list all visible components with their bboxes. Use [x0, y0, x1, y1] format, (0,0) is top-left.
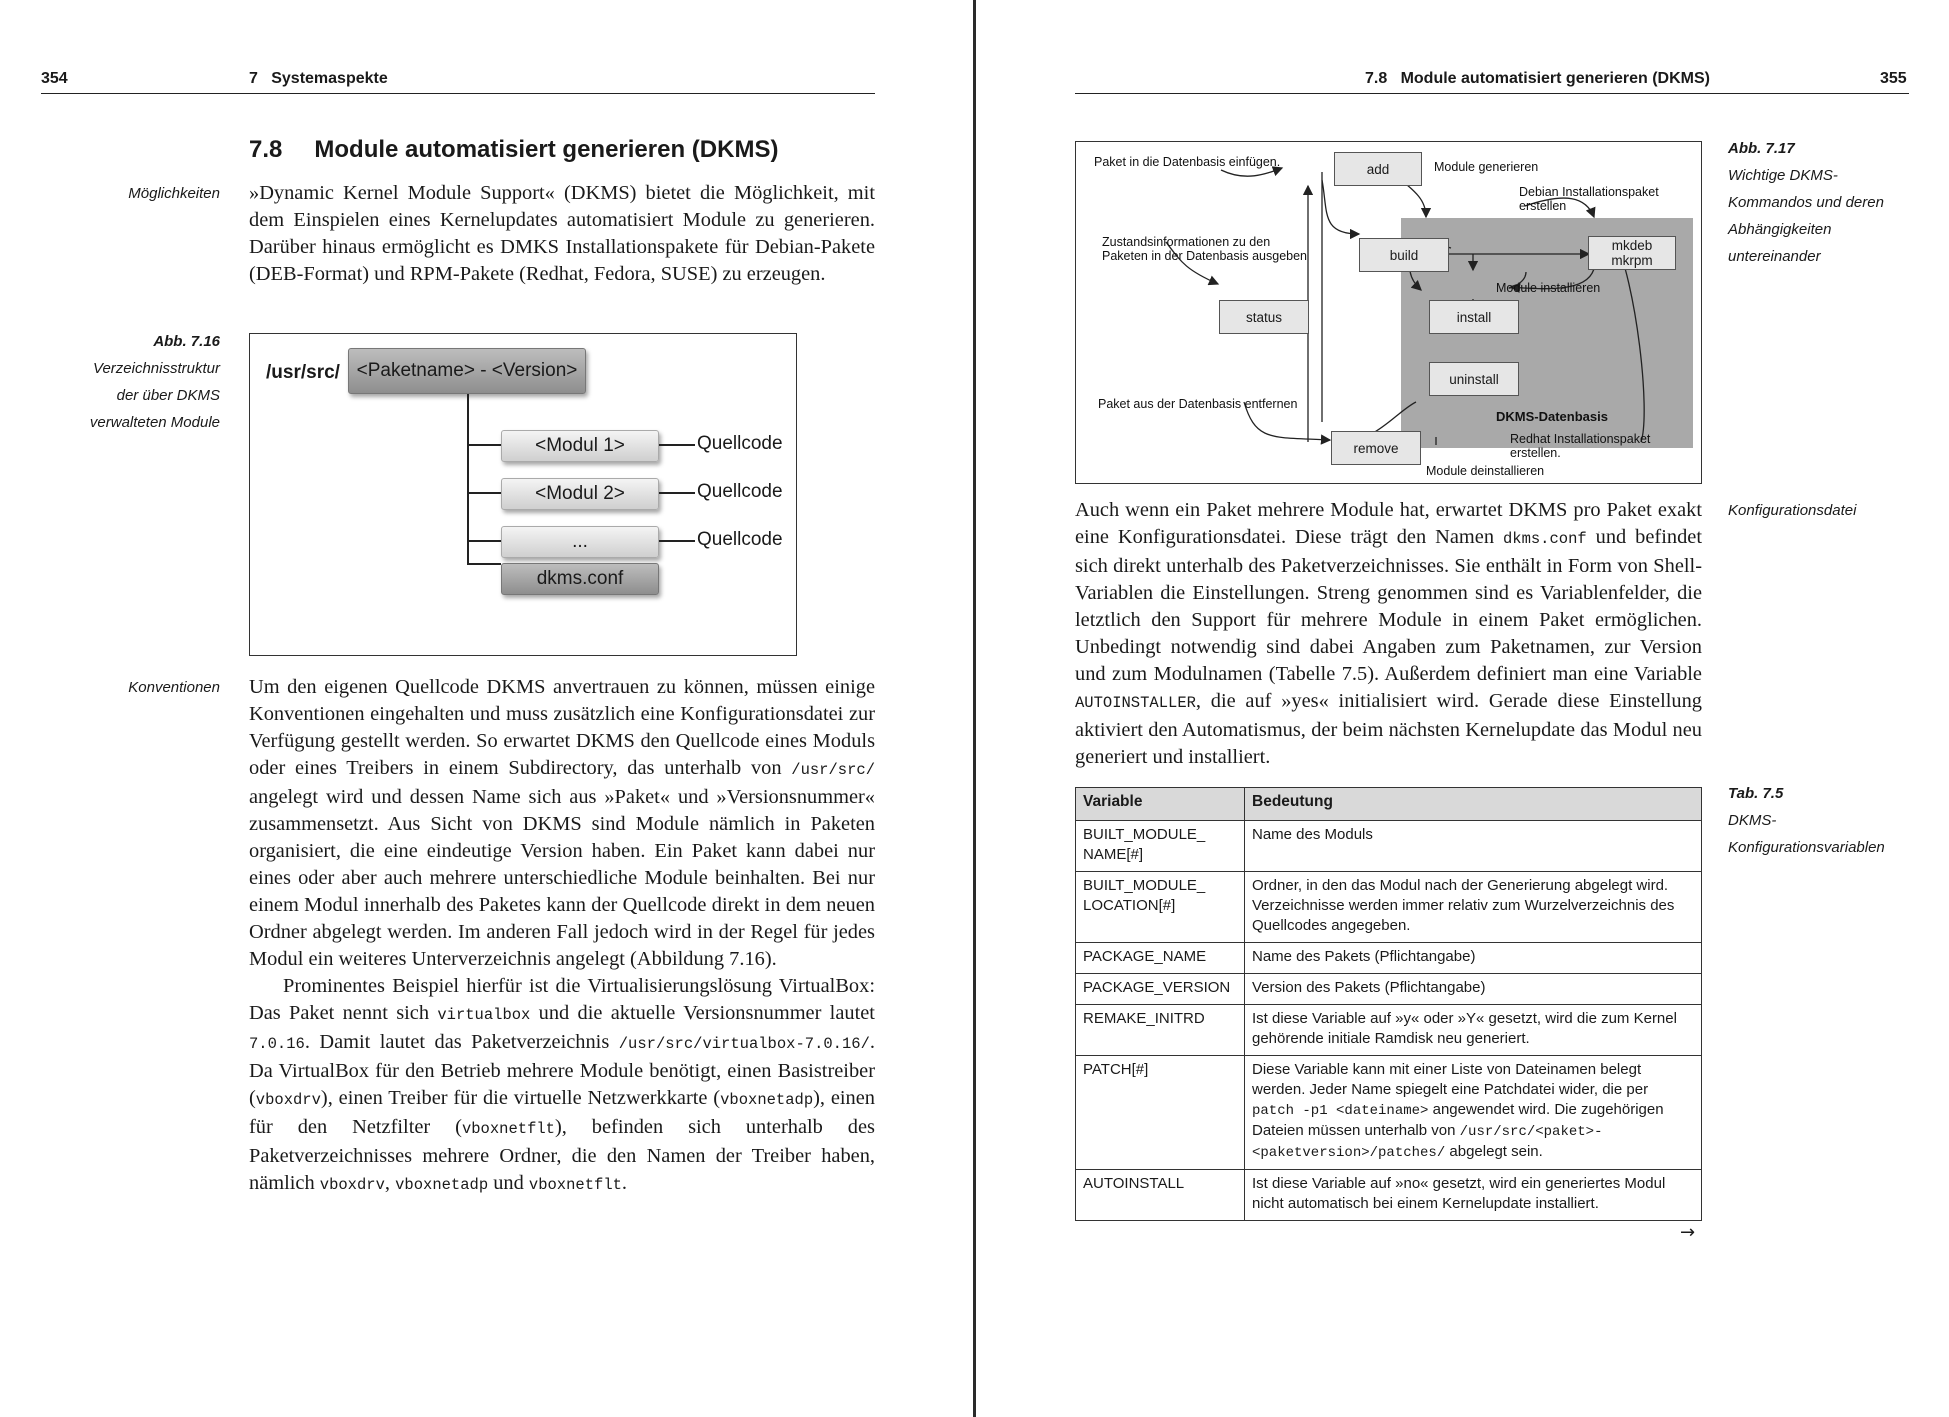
figure-label: Abb. 7.16: [153, 333, 220, 350]
annotation-redhat: Redhat Installationspaket erstellen.: [1510, 432, 1651, 460]
annotation-install: Module installieren: [1496, 281, 1601, 295]
annotation-remove: Paket aus der Datenbasis entfernen: [1098, 397, 1298, 411]
continue-arrow-icon: →: [1680, 1222, 1696, 1243]
margin-note-moeglichkeiten: Möglichkeiten: [128, 185, 220, 202]
page-number-right: 355: [1880, 70, 1907, 87]
annotation-status: Zustandsinformationen zu den Paketen in der Datenbasis ausgeben: [1102, 235, 1308, 263]
dkms-variables-table: [1075, 787, 1702, 1221]
paragraph-intro: [249, 180, 875, 288]
description-cell: Diese Variable kann mit einer Liste von Dateinamen belegt werden. Jeder Name spiegelt eine Patchdatei wider, die per patch -p1 <dateiname> angewendet wird. Die zugehörigen Dateien müssen unterhalb von /usr/src/<paket>-<paketversion>/patches/ abgelegt sein.: [1245, 1056, 1702, 1170]
paragraph-conventions: Um den eigenen Quellcode DKMS anvertrauen zu können, müssen einige Konventionen eingehalten und muss zusätzlich eine Konfigurationsdatei zur Verfügung gestellt werden. So erwartet DKMS den Quellcode eines Moduls oder eines Treibers in einem Subdirectory, das unterhalb von /usr/src/ angelegt wird und dessen Name sich aus »Paket« und »Versionsnummer« zusammensetzt. Aus Sicht von DKMS sind Module nämlich in Paketen organisiert, die eine eindeutige Version haben. Ein Paket kann dabei nur eines oder aber auch mehrere unterschiedliche Module beinhalten. Bei nur einem Modul innerhalb des Paketes kann der Quellcode direkt in dem neuen Ordner abgelegt werden. Im anderen Fall jedoch wird in der Regel für jedes Modul ein weiteres Unterverzeichnis angelegt (Abbildung 7.16).: [249, 676, 875, 970]
status-command: status: [1219, 300, 1309, 334]
section-heading: [249, 136, 889, 164]
tree-branch-line: [467, 492, 501, 494]
annotation-debian: Debian Installationspaket erstellen: [1519, 185, 1659, 213]
source-connector: [659, 444, 695, 446]
page-number: 354: [41, 70, 68, 87]
margin-note-konfigurationsdatei: Konfigurationsdatei: [1728, 502, 1857, 519]
figure-caption-7-16: [40, 328, 220, 436]
figure-caption-text: Verzeichnisstruktur der über DKMS verwalteten Module: [89, 360, 220, 431]
tree-branch-line: [467, 540, 501, 542]
dkms-database-label: DKMS-Datenbasis: [1496, 409, 1608, 424]
table-label: Tab. 7.5: [1728, 785, 1784, 802]
module-folder-2: <Modul 2>: [501, 478, 659, 510]
module-folder-1: <Modul 1>: [501, 430, 659, 462]
variable-cell: PACKAGE_VERSION: [1076, 974, 1245, 1005]
tree-branch-line: [467, 444, 501, 446]
package-folder: <Paketname> - <Version>: [348, 348, 586, 394]
variable-cell: PACKAGE_NAME: [1076, 943, 1245, 974]
annotation-add: Paket in die Datenbasis einfügen.: [1094, 155, 1281, 169]
source-label: Quellcode: [697, 529, 783, 550]
table-row: [1076, 872, 1702, 943]
description-cell: Version des Pakets (Pflichtangabe): [1245, 974, 1702, 1005]
description-cell: Ist diese Variable auf »y« oder »Y« gesetzt, wird die zum Kernel gehörende initiale Ramdisk neu generiert.: [1245, 1005, 1702, 1056]
table-caption-7-5: [1728, 780, 1903, 861]
source-connector: [659, 492, 695, 494]
table-row: [1076, 821, 1702, 872]
section-title: Module automatisiert generieren (DKMS): [314, 136, 779, 163]
paragraph-config: Auch wenn ein Paket mehrere Module hat, erwartet DKMS pro Paket exakt eine Konfigurationsdatei. Diese trägt den Namen dkms.conf und befindet sich direkt unterhalb des Paketverzeichnisses. Sie enthält in Form von Shell-Variablen die Einstellungen. Streng genommen sind es Variablenfelder, die letztlich den Support für mehrere Module in einem Paket ermöglichen. Unbedingt notwendig sind dabei Angaben zum Paketnamen, zur Version und zum Modulnamen (Tabelle 7.5). Außerdem definiert man eine Variable AUTOINSTALLER, die auf »yes« initialisiert wird. Gerade diese Einstellung aktiviert den Automatismus, der beim nächsten Kernelupdate das Modul neu generiert und installiert.: [1075, 499, 1702, 768]
uninstall-command: uninstall: [1429, 362, 1519, 396]
module-folder-more: ...: [501, 526, 659, 558]
source-label: Quellcode: [697, 481, 783, 502]
table-row: [1076, 943, 1702, 974]
remove-command: remove: [1331, 431, 1421, 465]
table-header-row: [1076, 788, 1702, 821]
table-row: [1076, 1056, 1702, 1170]
annotation-build: Module generieren: [1434, 160, 1539, 174]
paragraph-virtualbox: Prominentes Beispiel hierfür ist die Virtualisierungslösung VirtualBox: Das Paket nennt sich virtualbox und die aktuelle Versionsnummer lautet 7.0.16. Damit lautet das Paketverzeichnis /usr/src/virtualbox-7.0.16/. Da VirtualBox für den Betrieb mehrere Module benötigt, einen Basistreiber (vboxdrv), einen Treiber für die virtuelle Netzwerkkarte (vboxnetadp), einen für den Netzfilter (vboxnetflt), befinden sich unterhalb des Paketverzeichnisses mehrere Ordner, die den Namen der Treiber haben, nämlich vboxdrv, vboxnetadp und vboxnetflt.: [249, 975, 875, 1194]
running-header: 7 Systemaspekte: [249, 70, 388, 87]
annotation-uninstall: Module deinstallieren: [1426, 464, 1545, 478]
description-cell: Ist diese Variable auf »no« gesetzt, wird ein generiertes Modul nicht automatisch bei einem Kernelupdate installiert.: [1245, 1170, 1702, 1221]
margin-note-konventionen: Konventionen: [128, 679, 220, 696]
paragraph-text: »Dynamic Kernel Module Support« (DKMS) bietet die Möglichkeit, mit dem Einspielen eines Kernelupdates automatisiert Module zu generieren. Darüber hinaus ermöglicht es DMKS Installationspakete für Debian-Pakete (DEB-Format) und RPM-Pakete (Redhat, Fedora, SUSE) zu erzeugen.: [249, 182, 875, 285]
source-label: Quellcode: [697, 433, 783, 454]
variable-cell: REMAKE_INITRD: [1076, 1005, 1245, 1056]
body-text-config: [1075, 497, 1702, 771]
figure-caption-text: Wichtige DKMS-Kommandos und deren Abhängigkeiten untereinander: [1728, 167, 1884, 265]
install-command: install: [1429, 300, 1519, 334]
column-header: Bedeutung: [1245, 788, 1702, 821]
page-gutter: [973, 0, 976, 1417]
root-path-label: /usr/src/: [266, 362, 340, 383]
dkms-commands-figure: [1075, 141, 1702, 484]
build-command: build: [1359, 238, 1449, 272]
source-connector: [659, 540, 695, 542]
table-row: [1076, 1170, 1702, 1221]
mkdeb-mkrpm-command: mkdeb mkrpm: [1588, 236, 1676, 270]
header-rule: [41, 93, 875, 94]
description-cell: Ordner, in den das Modul nach der Generierung abgelegt wird. Verzeichnisse werden immer relativ zum Wurzelverzeichnis des Quellcodes angegeben.: [1245, 872, 1702, 943]
description-cell: Name des Moduls: [1245, 821, 1702, 872]
tree-branch-line: [467, 563, 501, 565]
running-header-right: 7.8 Module automatisiert generieren (DKMS): [1365, 70, 1710, 87]
column-header: Variable: [1076, 788, 1245, 821]
table-row: [1076, 1005, 1702, 1056]
tree-trunk-line: [467, 394, 469, 564]
body-text-conventions: [249, 674, 875, 1199]
variable-cell: AUTOINSTALL: [1076, 1170, 1245, 1221]
header-rule-right: [1075, 93, 1909, 94]
description-cell: Name des Pakets (Pflichtangabe): [1245, 943, 1702, 974]
figure-caption-7-17: [1728, 135, 1903, 270]
variable-cell: BUILT_MODULE_ LOCATION[#]: [1076, 872, 1245, 943]
directory-structure-figure: [249, 333, 797, 656]
add-command: add: [1334, 152, 1422, 186]
variable-cell: PATCH[#]: [1076, 1056, 1245, 1170]
variable-cell: BUILT_MODULE_ NAME[#]: [1076, 821, 1245, 872]
figure-label: Abb. 7.17: [1728, 140, 1795, 157]
dkms-conf-file: dkms.conf: [501, 563, 659, 595]
table-row: [1076, 974, 1702, 1005]
section-number: 7.8: [249, 136, 283, 163]
left-page: [0, 0, 973, 1417]
table-caption-text: DKMS-Konfigurationsvariablen: [1728, 812, 1885, 856]
